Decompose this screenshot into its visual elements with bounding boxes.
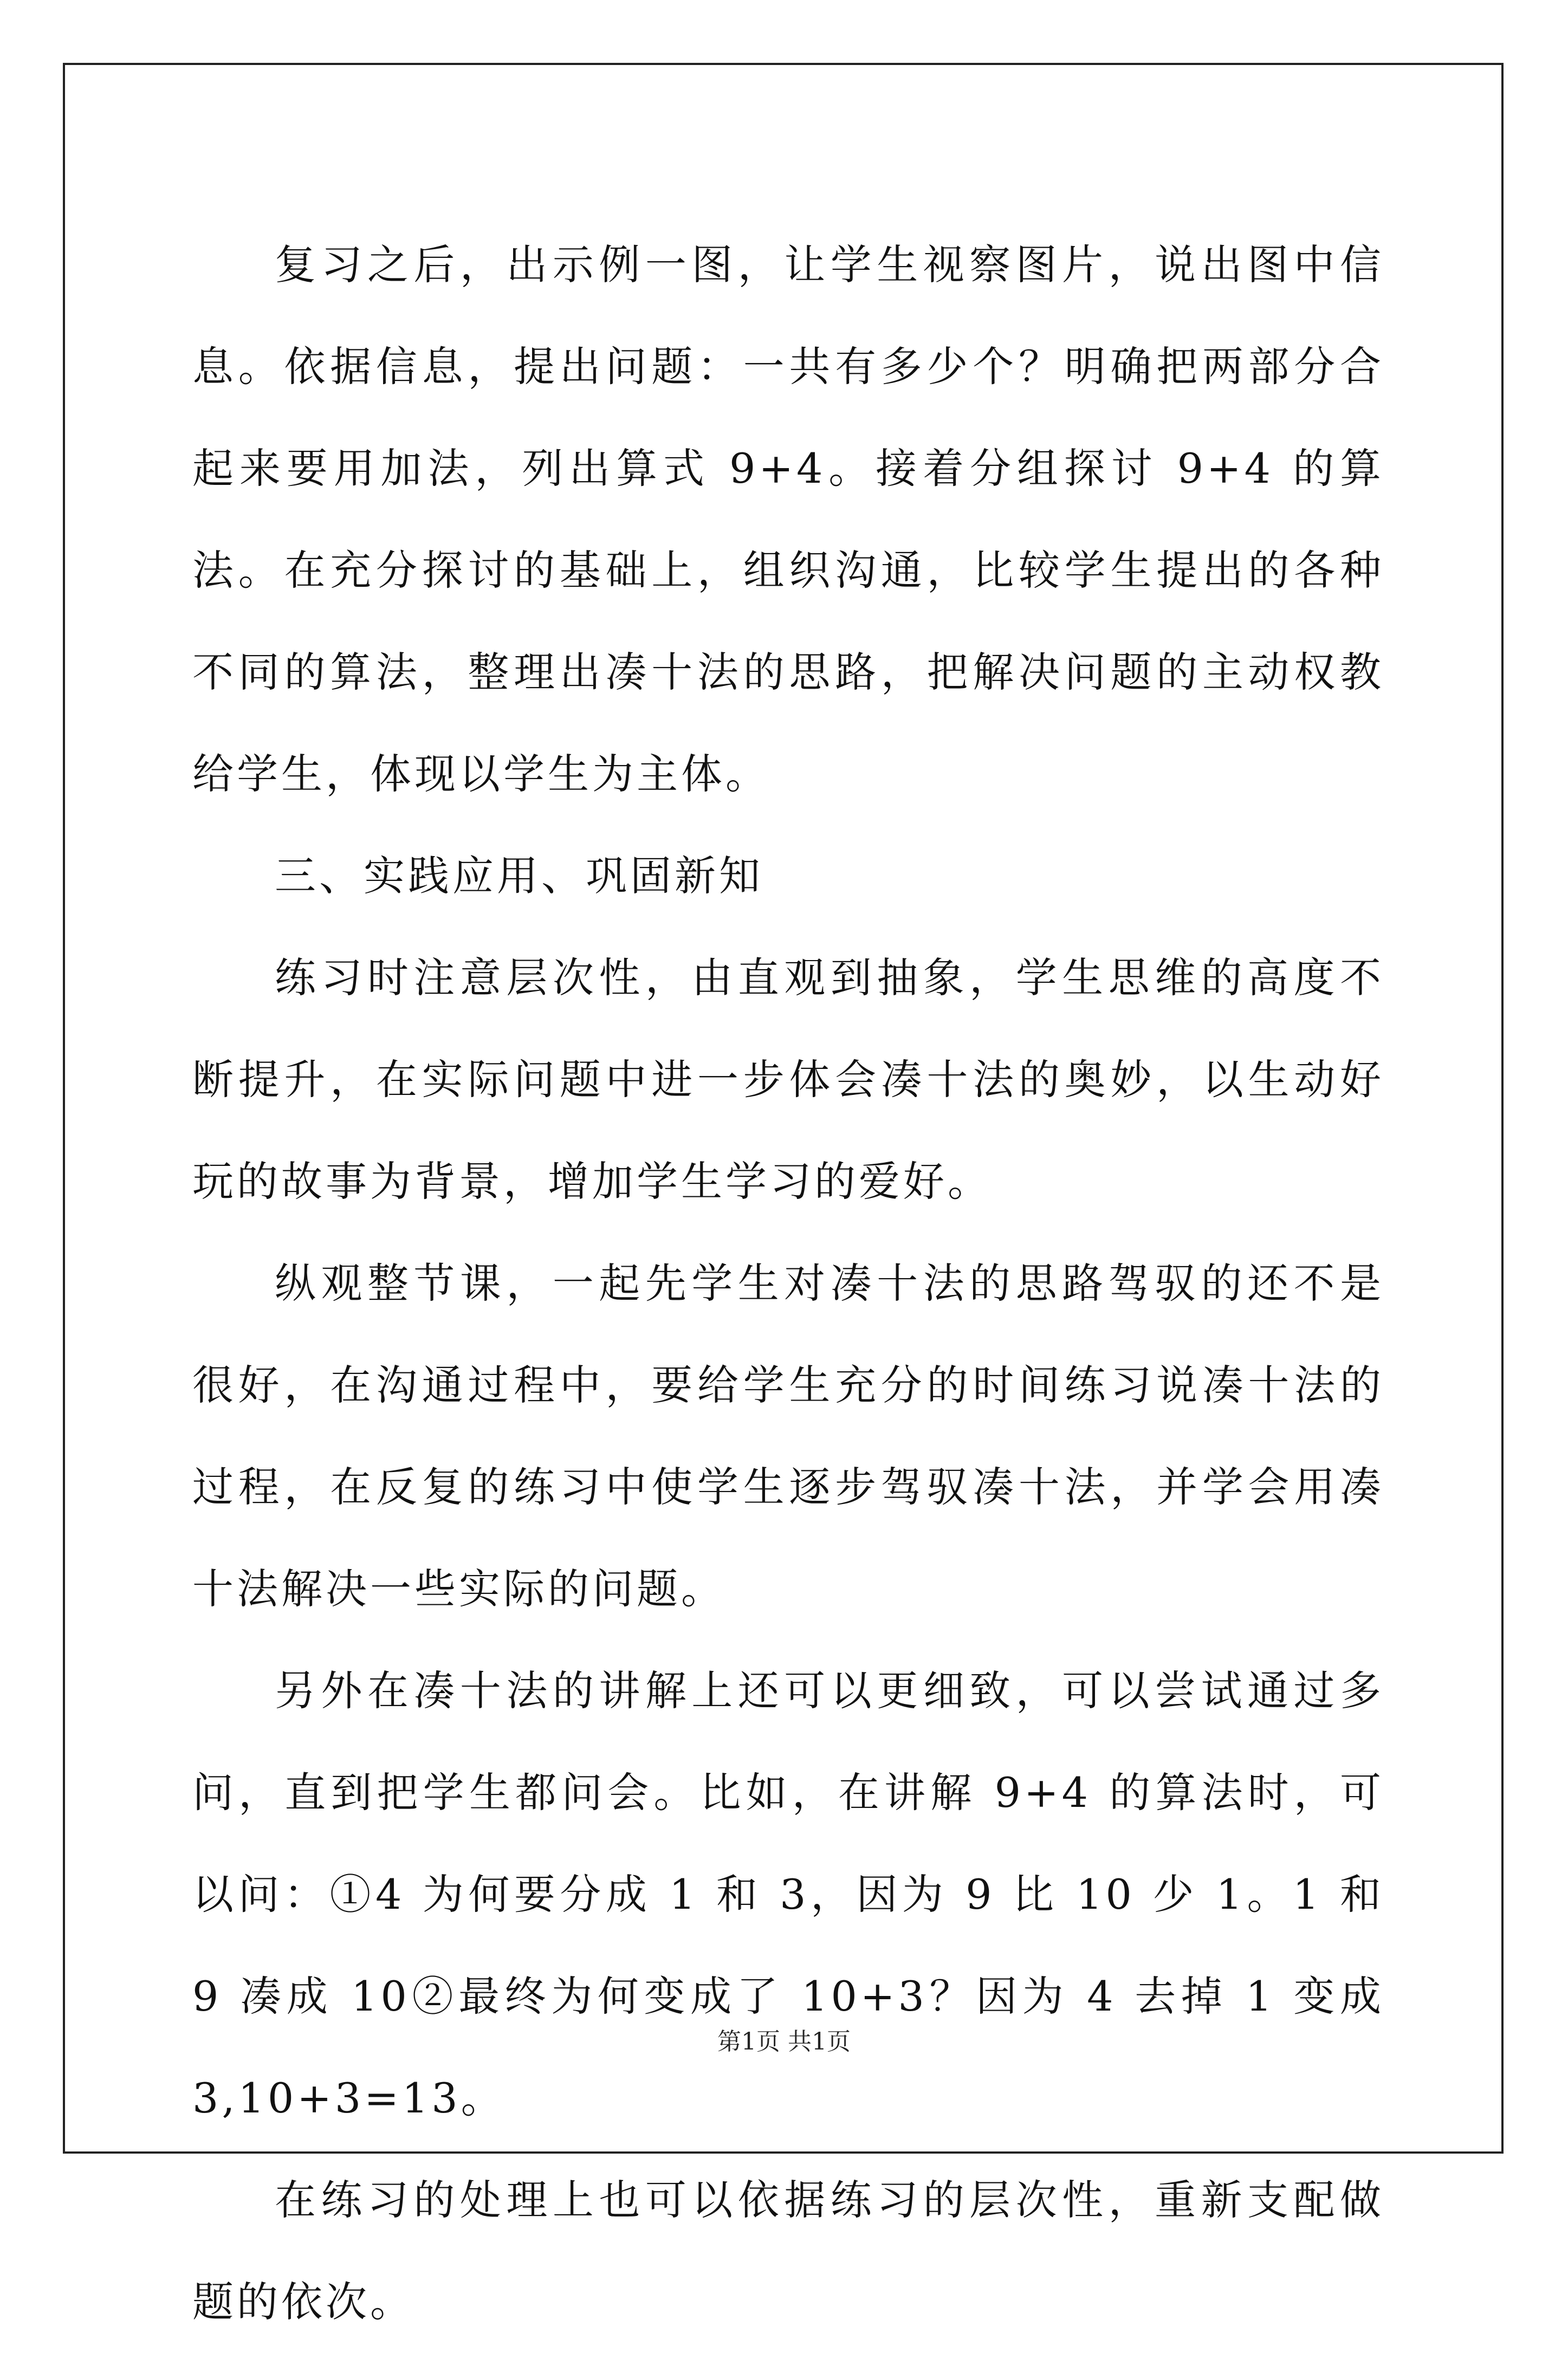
paragraph-practice-levels: 练习时注意层次性，由直观到抽象，学生思维的高度不断提升，在实际问题中进一步体会凑十法的奥妙，以生动好玩的故事为背景，增加学生学习的爱好。 <box>192 954 1384 1205</box>
paragraph-exercise-order: 在练习的处理上也可以依据练习的层次性，重新支配做题的依次。 <box>192 2176 1384 2326</box>
section-heading-practice: 三、实践应用、巩固新知 <box>275 852 763 900</box>
page-number-footer: 第1页 共1页 <box>717 2028 851 2056</box>
paragraph-detailed-explanation: 另外在凑十法的讲解上还可以更细致，可以尝试通过多问，直到把学生都问会。比如，在讲解 9+4 的算法时，可以问：①4 为何要分成 1 和 3，因为 9 比 10 少 1。1 和 9 凑成 10②最终为何变成了 10+3？因为 4 去掉 1 变成 3,10+3=13。 <box>192 1667 1401 2122</box>
paragraph-review-example: 复习之后，出示例一图，让学生视察图片，说出图中信息。依据信息，提出问题：一共有多少个？明确把两部分合起来要用加法，列出算式 9+4。接着分组探讨 9+4 的算法。在充分探讨的基础上，组织沟通，比较学生提出的各种不同的算法，整理出凑十法的思路，把解决问题的主动权教给学生，体现以学生为主体。 <box>192 241 1384 798</box>
paragraph-lesson-reflection: 纵观整节课，一起先学生对凑十法的思路驾驭的还不是很好，在沟通过程中，要给学生充分的时间练习说凑十法的过程，在反复的练习中使学生逐步驾驭凑十法，并学会用凑十法解决一些实际的问题。 <box>192 1259 1384 1613</box>
